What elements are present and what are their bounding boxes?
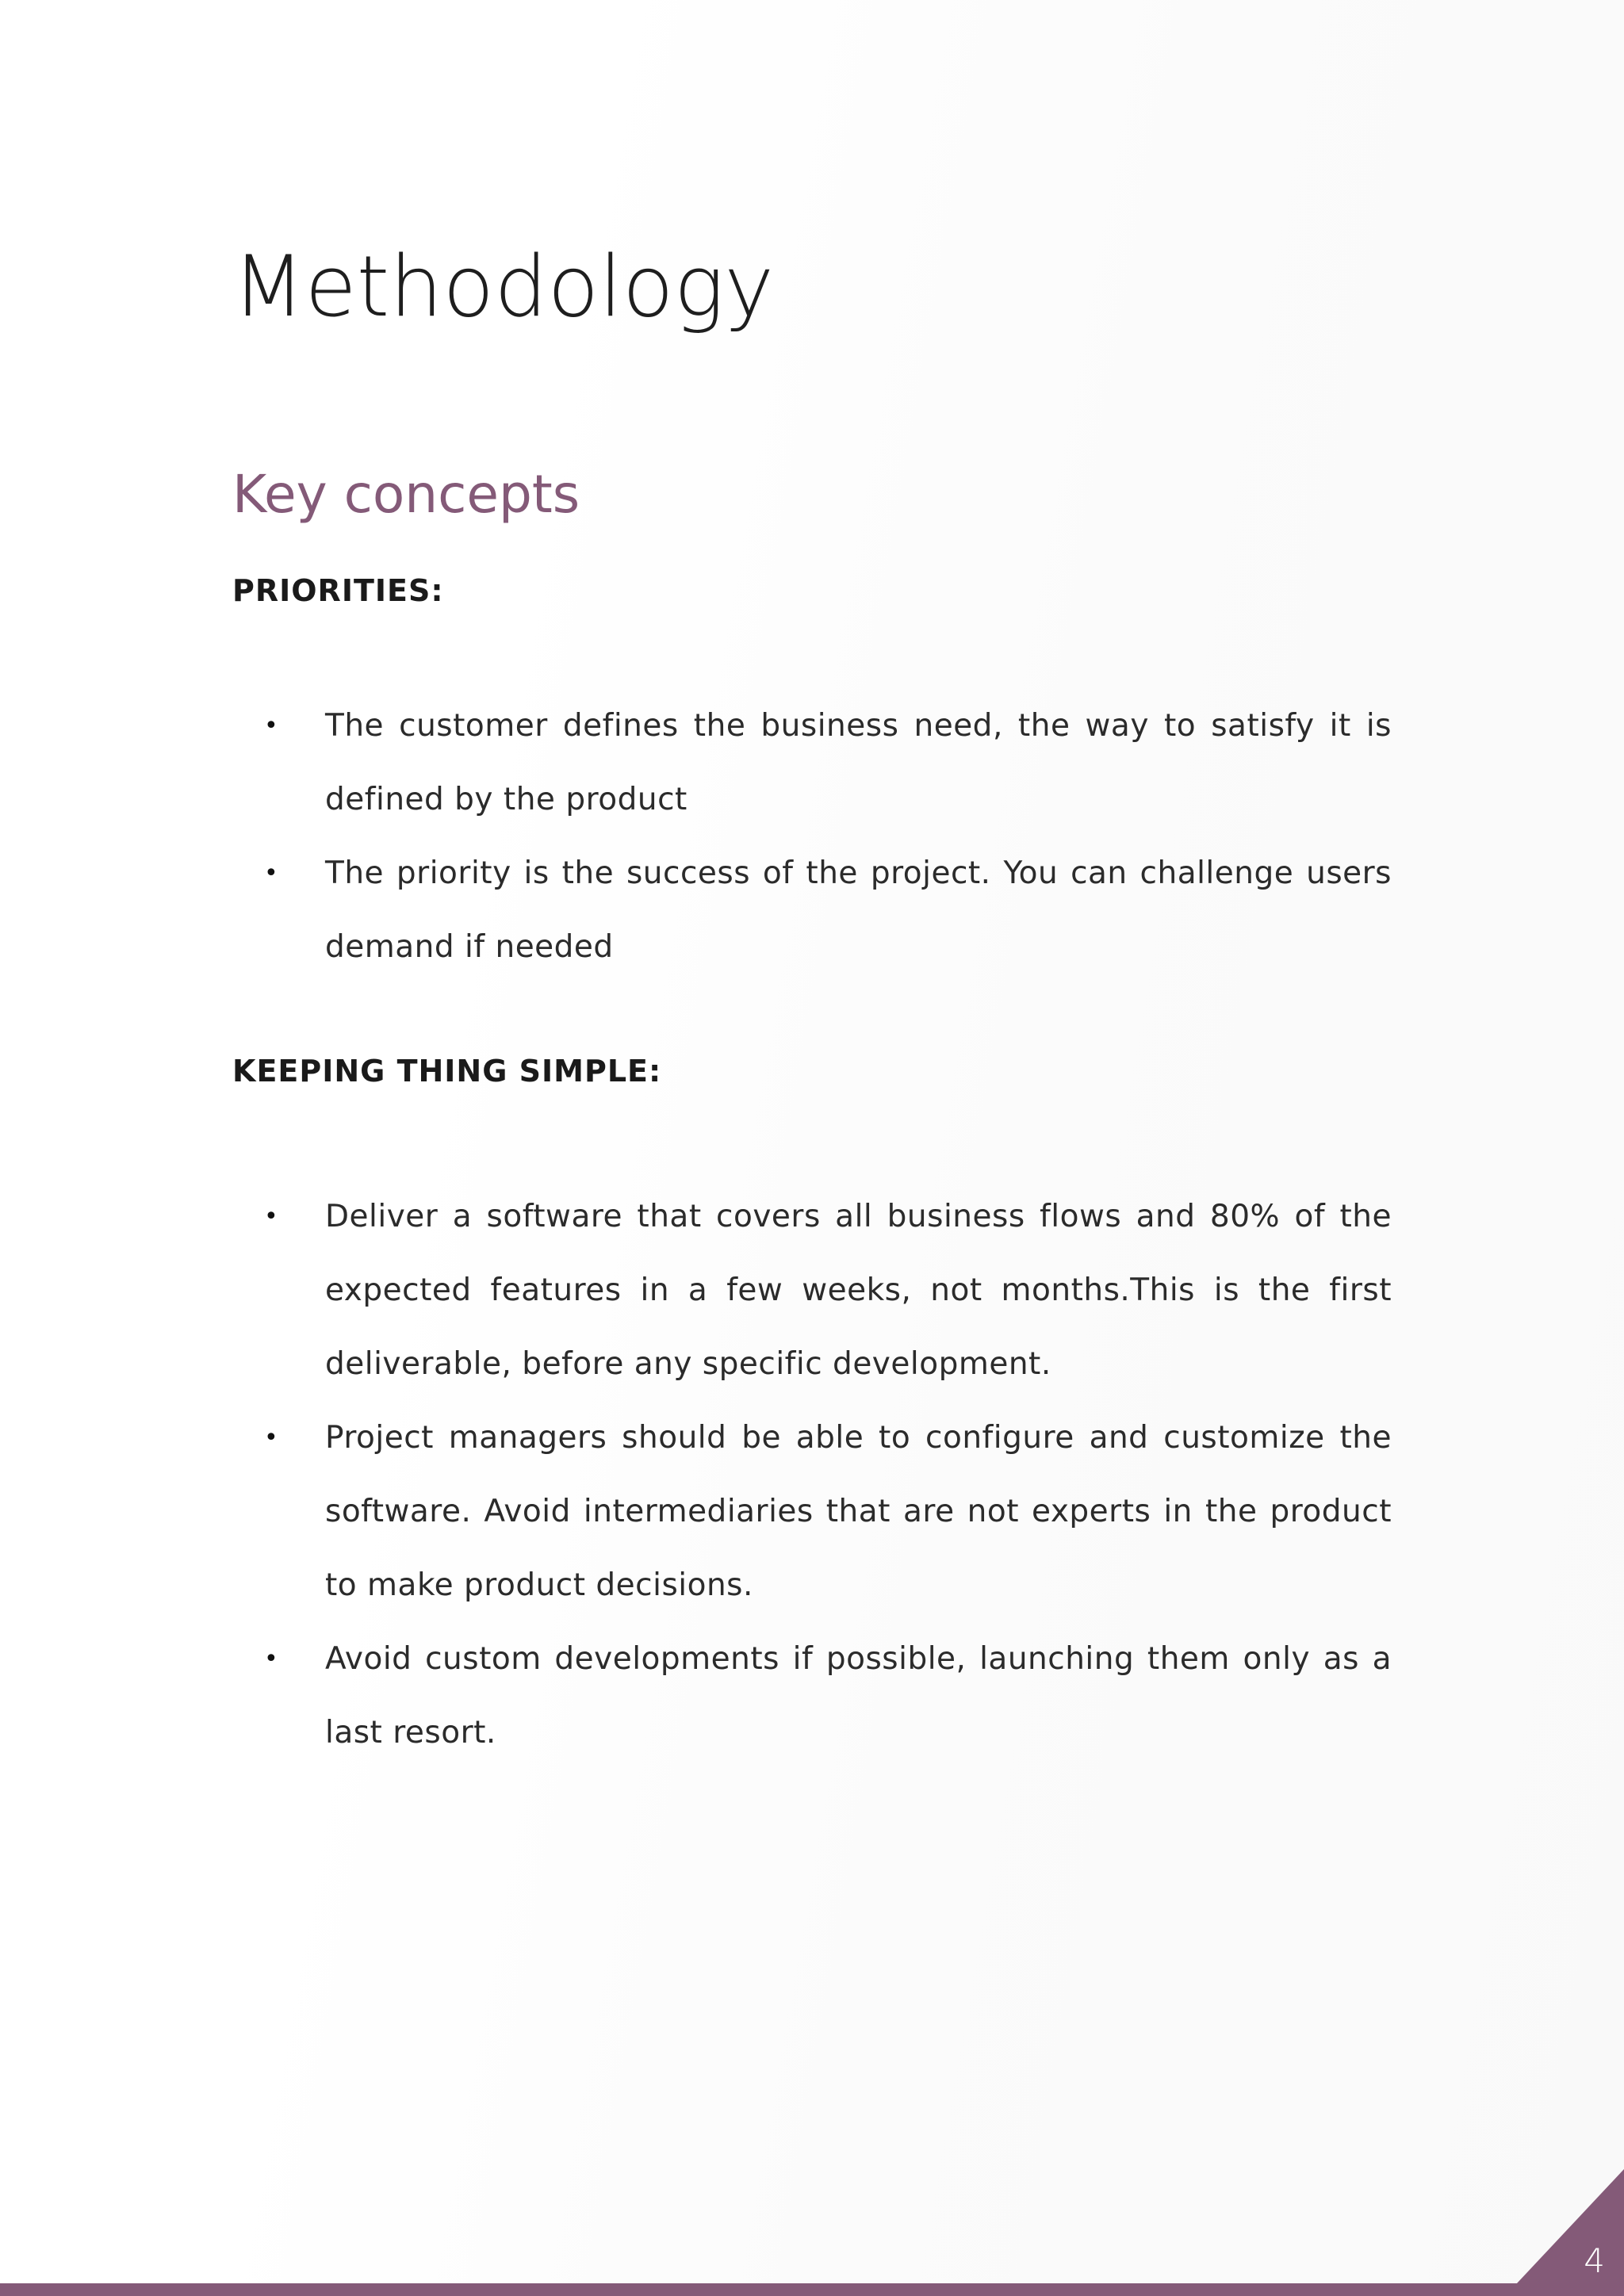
bullet-icon: • (264, 712, 279, 740)
list-item (232, 1401, 1392, 1622)
bullet-icon: • (264, 1424, 279, 1452)
list-item-text: Project managers should be able to configure and customize the software. Avoid intermediaries that are not experts in the product to make product decisions. (325, 1420, 1392, 1603)
page-title: Methodology (232, 238, 775, 335)
list-item (232, 1622, 1392, 1770)
list-item (232, 1180, 1392, 1401)
footer-bar (0, 2283, 1624, 2296)
section-title: Key concepts (232, 464, 580, 525)
bullet-icon: • (264, 1203, 279, 1230)
bullet-icon: • (264, 1645, 279, 1673)
page-number: 4 (1584, 2241, 1605, 2280)
priorities-list (232, 689, 1392, 984)
list-item-text: Deliver a software that covers all business flows and 80% of the expected features in a few weeks, not months.This is the first deliverable, before any specific development. (325, 1199, 1392, 1382)
keeping-simple-list (232, 1180, 1392, 1770)
bullet-icon: • (264, 859, 279, 887)
list-item-text: The priority is the success of the project. You can challenge users demand if needed (325, 855, 1392, 965)
list-item-text: Avoid custom developments if possible, launching them only as a last resort. (325, 1641, 1392, 1751)
list-item (232, 689, 1392, 836)
priorities-heading: PRIORITIES: (232, 573, 444, 608)
corner-triangle-decoration (1505, 2169, 1624, 2296)
list-item (232, 836, 1392, 984)
keeping-simple-heading: KEEPING THING SIMPLE: (232, 1054, 662, 1089)
list-item-text: The customer defines the business need, the way to satisfy it is defined by the product (325, 708, 1392, 817)
